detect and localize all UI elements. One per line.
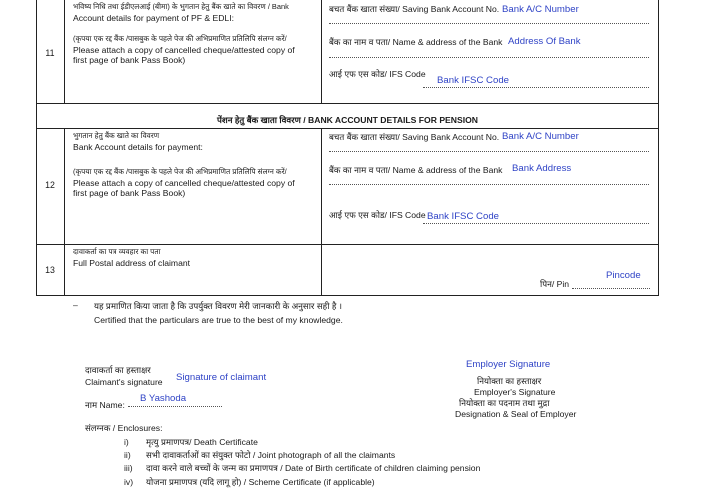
row-12-attach-note	[73, 166, 295, 199]
row-11-account-label: बचत बैंक खाता संख्या/ Saving Bank Account No.	[329, 4, 500, 14]
certification-english: Certified that the particulars are true to the best of my knowledge.	[94, 315, 343, 325]
employer-signature-hindi: नियोक्ता का हस्ताक्षर	[477, 376, 542, 386]
claimant-signature-value[interactable]: Signature of claimant	[176, 372, 267, 383]
table-border-h3	[36, 244, 659, 245]
employer-signature-label: Employer's Signature	[474, 387, 556, 397]
enclosure-item-number: iv)	[124, 477, 134, 487]
enclosure-item-text: सभी दावाकर्ताओं का संयुक्त फोटो / Joint photograph of all the claimants	[146, 450, 396, 460]
row-12-note-en2: first page of bank Pass Book)	[73, 188, 186, 198]
row-12-note-hindi: (कृपया एक रद्द बैंक /पासबुक के पहले पेज की अभिप्रमाणित प्रतिलिपि संलग्न करें/	[73, 167, 287, 176]
row-11-note-hindi: (कृपया एक रद्द बैंक /पासबुक के पहले पेज की अभिप्रमाणित प्रतिलिपि संलग्न करें/	[73, 34, 287, 43]
enclosures-title: संलग्नक / Enclosures:	[85, 423, 163, 433]
claimant-name-label: नाम Name:	[85, 400, 125, 410]
row-12-bank-value[interactable]: Bank Address	[512, 163, 572, 174]
table-border-right	[658, 0, 659, 296]
row-11-bank-value[interactable]: Address Of Bank	[508, 36, 581, 47]
row-12-account-value[interactable]: Bank A/C Number	[502, 131, 579, 142]
claimant-signature-hindi: दावाकर्ता का हस्ताक्षर	[85, 365, 151, 375]
employer-designation-hindi: नियोक्ता का पदनाम तथा मुद्रा	[459, 398, 550, 408]
claimant-signature-label: Claimant's signature	[85, 377, 163, 387]
row-11-bank-line-2	[329, 57, 649, 58]
row-13-number: 13	[45, 265, 55, 275]
row-12-heading-line1: भुगतान हेतु बैंक खाते का विवरण	[73, 131, 160, 140]
table-border-h2	[36, 128, 659, 129]
row-13-pin-line	[572, 288, 650, 289]
enclosure-item-number: i)	[124, 437, 129, 447]
enclosure-item-number: iii)	[124, 463, 133, 473]
table-border-bottom	[36, 295, 659, 296]
row-11-account-line-2	[329, 23, 649, 24]
enclosure-item-text: दावा करने वाले बच्चों के जन्म का प्रमाणपत्र / Date of Birth certificate of children claiming pension	[146, 463, 481, 473]
row-11-ifs-line	[423, 87, 649, 88]
row-11-account-value[interactable]: Bank A/C Number	[502, 4, 579, 15]
row-13-heading	[73, 246, 190, 268]
row-12-account-line-2	[329, 151, 649, 152]
row-13-heading-line1: दावाकर्ता का पत्र व्यवहार का पता	[73, 247, 161, 256]
row-13-pin-value[interactable]: Pincode	[606, 270, 641, 281]
row-12-ifs-label: आई एफ एस कोड/ IFS Code	[329, 210, 426, 220]
row-11-heading-line1: भविष्य निधि तथा ईडीएलआई (बीमा) के भुगतान हेतु बैंक खाते का विवरण / Bank	[73, 2, 289, 11]
employer-designation-label: Designation & Seal of Employer	[455, 409, 577, 419]
table-border-col-divider-3	[64, 128, 65, 296]
row-12-number: 12	[45, 180, 55, 190]
table-border-h1	[36, 103, 659, 104]
row-12-heading	[73, 130, 203, 152]
row-12-note-en1: Please attach a copy of cancelled cheque/attested copy of	[73, 177, 295, 188]
row-13-heading-line2: Full Postal address of claimant	[73, 257, 191, 268]
pension-section-header: पेंशन हेतु बैंक खाता विवरण / BANK ACCOUNT DETAILS FOR PENSION	[216, 115, 479, 125]
row-11-attach-note	[73, 33, 295, 66]
claimant-name-line	[128, 406, 222, 407]
enclosure-item-number: ii)	[124, 450, 131, 460]
certification-bullet: –	[73, 300, 78, 310]
table-border-col-divider-2	[321, 0, 322, 103]
row-12-heading-line2: Bank Account details for payment:	[73, 141, 203, 152]
row-12-bank-line-2	[329, 184, 649, 185]
row-12-ifs-line	[423, 223, 649, 224]
row-11-number: 11	[45, 48, 55, 58]
table-border-col-divider-1	[64, 0, 65, 103]
enclosure-item-text: मृत्यु प्रमाणपत्र/ Death Certificate	[146, 437, 258, 447]
row-11-note-en2: first page of bank Pass Book)	[73, 55, 186, 65]
table-border-left	[36, 0, 37, 296]
row-12-account-label: बचत बैंक खाता संख्या/ Saving Bank Account No.	[329, 132, 500, 142]
table-border-col-divider-4	[321, 128, 322, 296]
employer-signature-value[interactable]: Employer Signature	[466, 359, 551, 370]
certification-hindi: यह प्रमाणित किया जाता है कि उपर्युक्त विवरण मेरी जानकारी के अनुसार सही है ।	[94, 301, 343, 311]
claimant-name-value[interactable]: B Yashoda	[140, 393, 187, 404]
row-11-ifs-value[interactable]: Bank IFSC Code	[437, 75, 509, 86]
row-12-ifs-value[interactable]: Bank IFSC Code	[427, 211, 499, 222]
row-11-heading	[73, 1, 289, 23]
row-11-bank-label: बैंक का नाम व पता/ Name & address of the Bank	[329, 37, 503, 47]
row-11-ifs-label: आई एफ एस कोड/ IFS Code	[329, 69, 426, 79]
row-12-bank-label: बैंक का नाम व पता/ Name & address of the Bank	[329, 165, 503, 175]
row-11-heading-line2: Account details for payment of PF & EDLI:	[73, 12, 234, 23]
enclosure-item-text: योजना प्रमाणपत्र (यदि लागू हो) / Scheme Certificate (if applicable)	[146, 477, 375, 487]
row-11-note-en1: Please attach a copy of cancelled cheque/attested copy of	[73, 44, 295, 55]
row-13-pin-label: पिन/ Pin	[540, 279, 570, 289]
